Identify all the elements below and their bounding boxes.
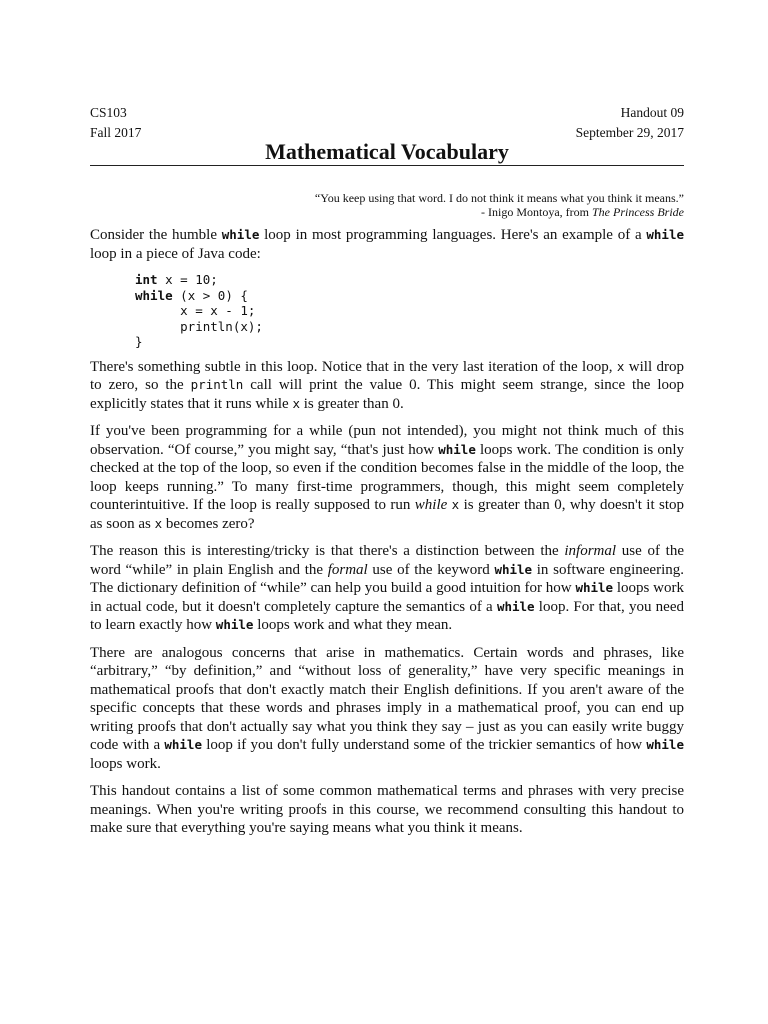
code-line-1 [135,272,684,288]
text: This handout contains a list of some common mathematical terms and phrases with very precise meanings. When you're writing proofs in this course, we recommend consulting this handout to make sure that everything you're saying means what you think it means. [90,783,684,836]
text: loops work and what they mean. [253,617,453,633]
paragraph-handout-purpose [90,782,684,838]
text: There's something subtle in this loop. Notice that in the very last iteration of the loop, [90,358,617,375]
code-line-4: println(x); [135,318,263,334]
code-line-3: x = x - 1; [135,303,256,318]
header-row-1 [90,105,684,121]
code-text: (x > 0) { [172,287,248,303]
term: Fall 2017 [90,125,142,140]
text: in software engineering. The dictionary definition of “while” can help you build a good intuition for how [90,561,684,596]
emphasis-informal: informal [564,543,617,559]
text: loops work. [90,755,161,772]
text: loops work in actual code, but it doesn't completely capture the semantics of a [90,580,684,615]
code-line-2 [135,288,684,304]
keyword-while: while [646,227,685,242]
code-block [135,272,684,350]
code-var-x: x [616,358,625,374]
course-code: CS103 [90,105,127,120]
text: loop in most programming languages. Here's an example of a [259,227,647,243]
text: use of the keyword [367,561,495,578]
keyword-while: while [438,441,476,457]
text: use of the word “while” in plain English and the [90,543,684,578]
code-var-x: x [292,395,300,411]
text: becomes zero? [162,515,255,532]
keyword-int: int [135,272,158,287]
code-var-x: x [154,515,163,531]
paragraph-mathematics [90,644,684,774]
handout-number: Handout 09 [620,105,684,120]
code-text: x = 10; [157,272,218,287]
keyword-while: while [496,598,535,614]
code-var-x: x [451,497,460,512]
attribution-source: The Princess Bride [592,205,684,219]
text: loop. For that, you need to learn exactly how [90,598,684,633]
title-rule [90,165,684,166]
code-println: println [190,377,244,392]
keyword-while: while [575,580,614,595]
keyword-while: while [215,617,254,632]
code-line-5: } [135,334,143,349]
keyword-while: while [164,737,202,752]
document-body [90,226,684,847]
text: is greater than 0. [300,395,404,412]
paragraph-subtle [90,358,684,414]
epigraph-attribution [481,205,684,220]
emphasis-formal: formal [327,561,368,578]
text: Consider the humble [90,227,222,243]
handout-date: September 29, 2017 [575,125,684,140]
paragraph-observation [90,422,684,533]
keyword-while: while [646,737,684,752]
text: loops work. The condition is only checked at the top of the loop, so even if the condition becomes false in the middle of the loop, the loop keeps running.” To many first-time programmers, though, this might seem completely counterintuitive. If the loop is really supposed to run [90,441,684,513]
paragraph-intro [90,226,684,263]
epigraph-quote: “You keep using that word. I do not think it means what you think it means.” [314,191,684,205]
text: loop in a piece of Java code: [90,245,261,262]
text: loop if you don't fully understand some of the trickier semantics of how [201,737,647,753]
text: is greater than 0, why doesn't it stop as soon as [90,497,685,532]
keyword-while: while [494,561,533,577]
text: call will print the value 0. This might seem strange, since the loop explicitly states that it runs while [90,377,684,412]
emphasis-while: while [414,497,448,513]
text: If you've been programming for a while (pun not intended), you might not think much of this observation. “Of course,” you might say, “that's just how [90,423,684,458]
attribution-prefix: - Inigo Montoya, from [481,205,592,219]
page-title: Mathematical Vocabulary [265,139,509,164]
paragraph-distinction [90,542,684,635]
text: will drop to zero, so the [90,358,684,393]
text: There are analogous concerns that arise in mathematics. Certain words and phrases, like “arbitrary,” “by definition,” and “without loss of generality,” have very specific meanings in mathematical proofs that don't exactly match their English definitions. If you aren't aware of the specific concepts that these words and phrases imply in a mathematical proof, you can end up writing proofs that don't actually say what you think they say – just as you can easily write buggy code with a [90,644,684,753]
keyword-while: while [221,227,260,242]
keyword-while: while [135,287,173,303]
text: The reason this is interesting/tricky is that there's a distinction between the [90,543,565,559]
